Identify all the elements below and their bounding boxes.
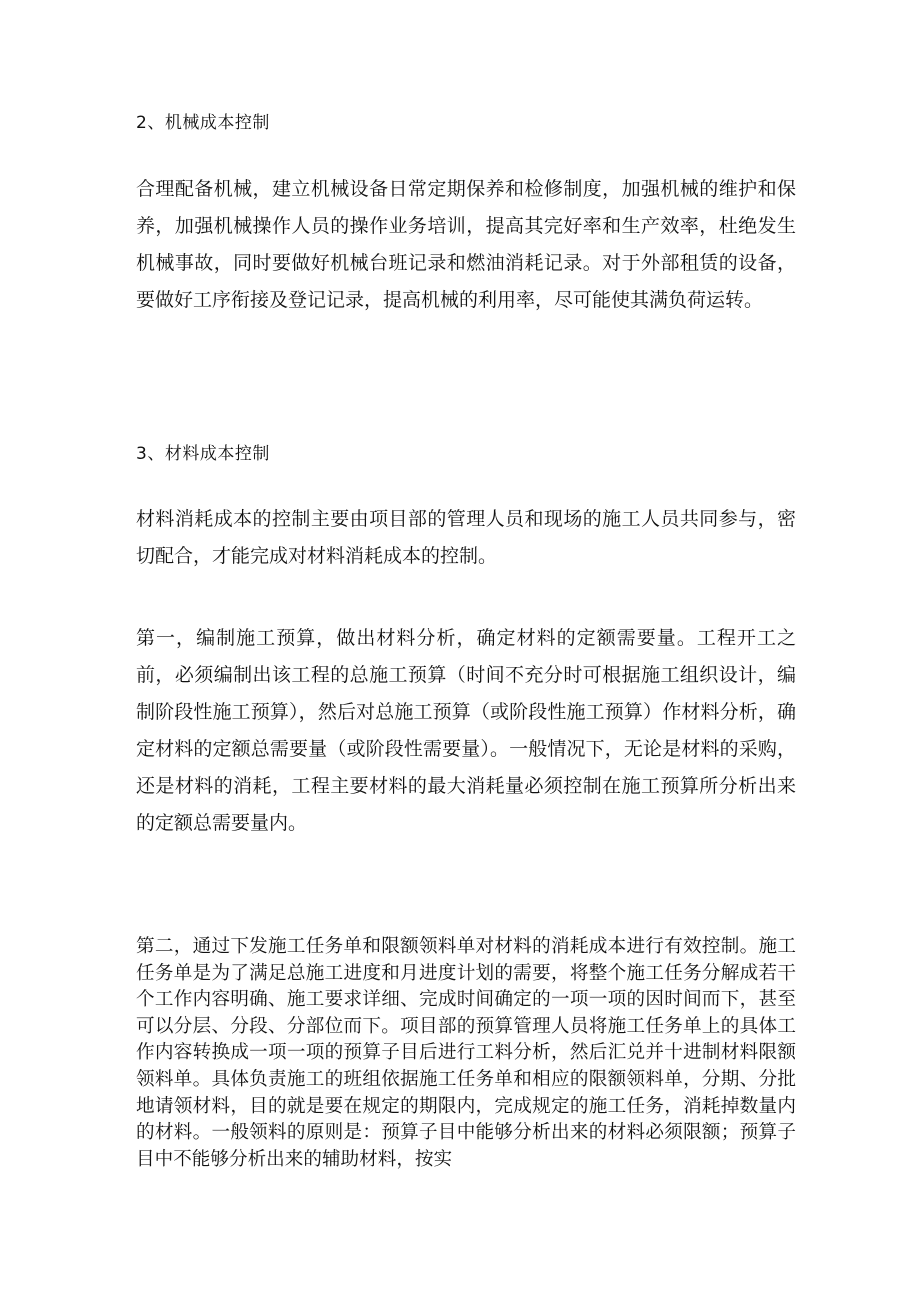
section-heading-material-cost: 3、材料成本控制 — [136, 444, 270, 464]
paragraph-material-cost-first: 第一，编制施工预算，做出材料分析，确定材料的定额需要量。工程开工之前，必须编制出该工程的总施工预算（时间不充分时可根据施工组织设计，编制阶段性施工预算），然后对总施工预算（或阶段性施工预算）作材料分析，确定材料的定额总需要量（或阶段性需要量）。一般情况下，无论是材料的采购，还是材料的消耗，工程主要材料的最大消耗量必须控制在施工预算所分析出来的定额总需要量内。 — [136, 627, 796, 834]
section-heading-machinery-cost: 2、机械成本控制 — [136, 113, 270, 133]
paragraph-material-cost-intro: 材料消耗成本的控制主要由项目部的管理人员和现场的施工人员共同参与，密切配合，才能完成对材料消耗成本的控制。 — [136, 508, 796, 567]
paragraph-material-cost-second: 第二，通过下发施工任务单和限额领料单对材料的消耗成本进行有效控制。施工任务单是为了满足总施工进度和月进度计划的需要，将整个施工任务分解成若干个工作内容明确、施工要求详细、完成时间确定的一项一项的因时间而下，甚至可以分层、分段、分部位而下。项目部的预算管理人员将施工任务单上的具体工作内容转换成一项一项的预算子目后进行工料分析，然后汇兑并十进制材料限额领料单。具体负责施工的班组依据施工任务单和相应的限额领料单，分期、分批地请领材料，目的就是要在规定的期限内，完成规定的施工任务，消耗掉数量内的材料。一般领料的原则是：预算子目中能够分析出来的材料必须限额；预算子目中不能够分析出来的辅助材料，按实 — [136, 936, 796, 1170]
paragraph-machinery-cost: 合理配备机械，建立机械设备日常定期保养和检修制度，加强机械的维护和保养，加强机械操作人员的操作业务培训，提高其完好率和生产效率，杜绝发生机械事故，同时要做好机械台班记录和燃油消耗记录。对于外部租赁的设备，要做好工序衔接及登记记录，提高机械的利用率，尽可能使其满负荷运转。 — [136, 178, 796, 311]
